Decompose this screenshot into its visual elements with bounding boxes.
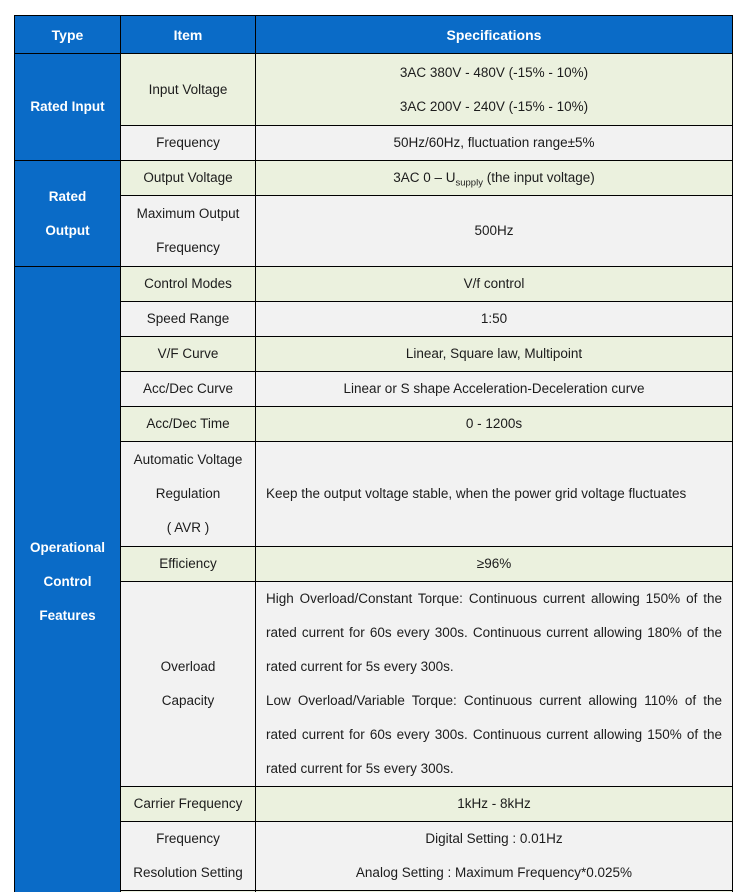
spec-line: Analog Setting : Maximum Frequency*0.025% bbox=[355, 865, 633, 880]
type-label: Operational bbox=[29, 539, 105, 555]
specifications-table bbox=[14, 15, 733, 892]
table-header-row bbox=[15, 16, 733, 54]
spec-cell-frequency-resolution bbox=[256, 822, 733, 891]
table-row bbox=[15, 126, 733, 161]
type-cell-rated-input bbox=[15, 54, 121, 161]
item-cell-input-voltage: Input Voltage bbox=[121, 54, 256, 126]
item-line: Frequency bbox=[156, 831, 220, 846]
item-cell-max-output-frequency bbox=[121, 196, 256, 267]
type-cell-operational-control-features bbox=[15, 267, 121, 892]
table-row bbox=[15, 787, 733, 822]
item-cell-control-modes: Control Modes bbox=[121, 267, 256, 302]
item-line: Regulation bbox=[155, 486, 221, 501]
table-row bbox=[15, 337, 733, 372]
table-row bbox=[15, 267, 733, 302]
type-label: Rated bbox=[48, 188, 87, 204]
type-label: Control bbox=[43, 573, 92, 589]
table-row bbox=[15, 161, 733, 196]
spec-line: 3AC 380V - 480V (-15% - 10%) bbox=[399, 64, 589, 80]
spec-cell-input-voltage bbox=[256, 54, 733, 126]
item-line: Resolution Setting bbox=[133, 865, 243, 880]
item-cell-avr bbox=[121, 442, 256, 547]
item-line: ( AVR ) bbox=[166, 520, 210, 535]
spec-cell-acc-dec-time: 0 - 1200s bbox=[256, 407, 733, 442]
spec-text: 3AC 0 – U bbox=[393, 170, 456, 185]
table-row bbox=[15, 196, 733, 267]
table-row bbox=[15, 822, 733, 891]
spec-cell-vf-curve: Linear, Square law, Multipoint bbox=[256, 337, 733, 372]
header-specifications: Specifications bbox=[256, 16, 733, 54]
spec-paragraph: High Overload/Constant Torque: Continuous current allowing 150% of the rated current for 60s every 300s. Continuous current allowing 180% of the rated current for 5s every 300s. bbox=[266, 591, 722, 674]
spec-cell-avr: Keep the output voltage stable, when the power grid voltage fluctuates bbox=[256, 442, 733, 547]
item-cell-frequency-resolution bbox=[121, 822, 256, 891]
item-line: Maximum Output bbox=[136, 206, 240, 221]
spec-cell-max-output-frequency: 500Hz bbox=[256, 196, 733, 267]
item-cell-acc-dec-curve: Acc/Dec Curve bbox=[121, 372, 256, 407]
spec-cell-carrier-frequency: 1kHz - 8kHz bbox=[256, 787, 733, 822]
table-row bbox=[15, 302, 733, 337]
spec-cell-speed-range: 1:50 bbox=[256, 302, 733, 337]
type-label: Output bbox=[45, 222, 90, 238]
table-row bbox=[15, 372, 733, 407]
item-cell-output-voltage: Output Voltage bbox=[121, 161, 256, 196]
item-cell-acc-dec-time: Acc/Dec Time bbox=[121, 407, 256, 442]
header-type: Type bbox=[15, 16, 121, 54]
spec-text: (the input voltage) bbox=[482, 170, 595, 185]
spec-cell-frequency: 50Hz/60Hz, fluctuation range±5% bbox=[256, 126, 733, 161]
spec-paragraph: Low Overload/Variable Torque: Continuous current allowing 110% of the rated current for 60s every 300s. Continuous current allowing 150% of the rated current for 5s every 300s. bbox=[266, 693, 722, 776]
type-cell-rated-output bbox=[15, 161, 121, 267]
item-cell-carrier-frequency: Carrier Frequency bbox=[121, 787, 256, 822]
table-row bbox=[15, 547, 733, 582]
header-item: Item bbox=[121, 16, 256, 54]
spec-cell-control-modes: V/f control bbox=[256, 267, 733, 302]
item-cell-frequency: Frequency bbox=[121, 126, 256, 161]
item-line: Automatic Voltage bbox=[133, 452, 243, 467]
table-row bbox=[15, 442, 733, 547]
item-cell-overload-capacity bbox=[121, 582, 256, 787]
table-row bbox=[15, 582, 733, 787]
spec-line: Digital Setting : 0.01Hz bbox=[425, 831, 563, 846]
spec-cell-efficiency: ≥96% bbox=[256, 547, 733, 582]
table-row bbox=[15, 54, 733, 126]
item-cell-vf-curve: V/F Curve bbox=[121, 337, 256, 372]
spec-cell-overload-capacity bbox=[256, 582, 733, 787]
item-cell-efficiency: Efficiency bbox=[121, 547, 256, 582]
spec-cell-acc-dec-curve: Linear or S shape Acceleration-Deceleration curve bbox=[256, 372, 733, 407]
spec-subscript: supply bbox=[455, 177, 483, 189]
type-label: Rated Input bbox=[30, 99, 105, 114]
item-line: Capacity bbox=[161, 693, 215, 708]
type-label: Features bbox=[39, 607, 96, 623]
table-row bbox=[15, 407, 733, 442]
spec-line: 3AC 200V - 240V (-15% - 10%) bbox=[399, 98, 589, 114]
item-cell-speed-range: Speed Range bbox=[121, 302, 256, 337]
item-line: Overload bbox=[160, 659, 216, 674]
spec-cell-output-voltage bbox=[256, 161, 733, 196]
item-line: Frequency bbox=[156, 240, 220, 255]
